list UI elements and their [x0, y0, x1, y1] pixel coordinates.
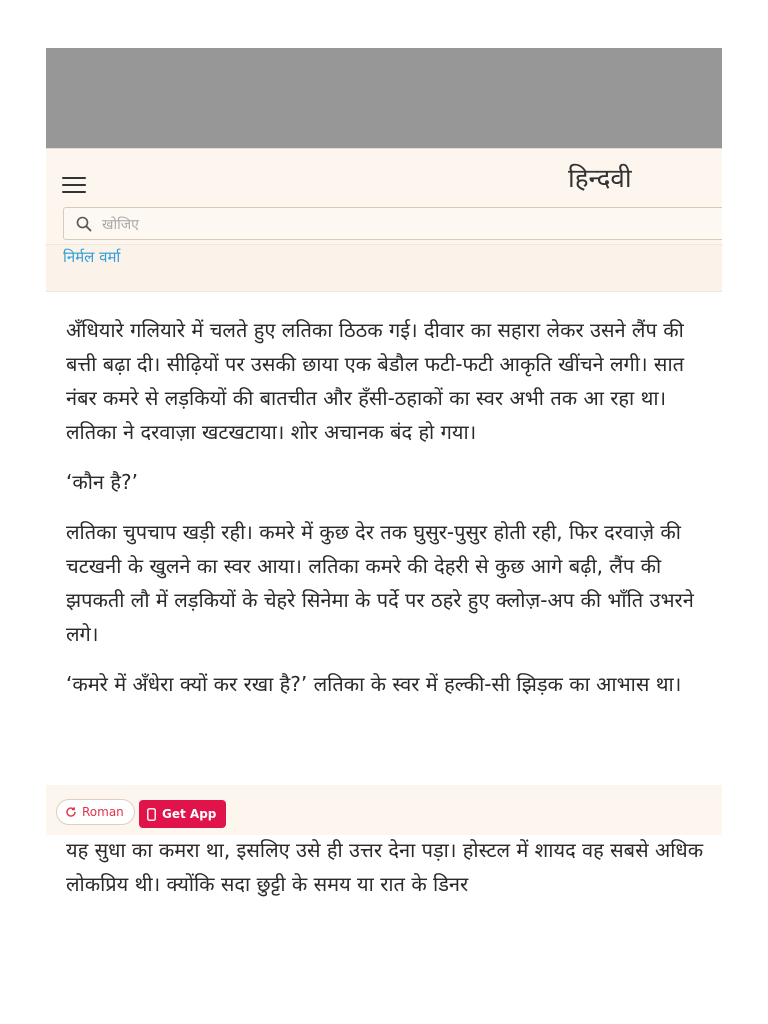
app-frame — [46, 48, 722, 1024]
search-placeholder: खोजिए — [102, 217, 139, 233]
roman-toggle-button[interactable] — [56, 799, 135, 825]
search-input[interactable] — [63, 207, 722, 240]
phone-icon — [147, 808, 156, 821]
get-app-button[interactable] — [139, 800, 226, 828]
search-icon — [76, 216, 92, 232]
get-app-label: Get App — [162, 807, 217, 821]
author-link[interactable]: निर्मल वर्मा — [63, 248, 121, 266]
story-paragraph: लतिका चुपचाप खड़ी रही। कमरे में कुछ देर तक घुसुर-पुसुर होती रही, फिर दरवाज़े की चटखनी के खुलने का स्वर आया। लतिका कमरे की देहरी से कुछ आगे बढ़ी, लैंप की झपकती लौ में लड़कियों के चेहरे सिनेमा के पर्दे पर ठहरे हुए क्लोज़-अप की भाँति उभरने लगे। — [66, 520, 694, 646]
story-content — [66, 313, 706, 717]
hamburger-menu-icon[interactable] — [62, 177, 86, 193]
story-paragraph: अँधियारे गलियारे में चलते हुए लतिका ठिठक गई। दीवार का सहारा लेकर उसने लैंप की बत्ती बढ़ा दी। सीढ़ियों पर उसकी छाया एक बेडौल फटी-फटी आकृति खींचने लगी। सात नंबर कमरे से लड़कियों की बातचीत और हँसी-ठहाकों का स्वर अभी तक आ रहा था। लतिका ने दरवाज़ा खटखटाया। शोर अचानक बंद हो गया। — [66, 318, 685, 444]
story-continued: यह सुधा का कमरा था, इसलिए उसे ही उत्तर देना पड़ा। होस्टल में शायद वह सबसे अधिक लोकप्रिय थी। क्योंकि सदा छुट्टी के समय या रात के डिनर — [66, 838, 704, 896]
site-header — [46, 148, 722, 290]
author-band — [46, 244, 722, 292]
roman-label: Roman — [82, 805, 124, 819]
site-logo[interactable]: हिन्दवी — [568, 164, 632, 194]
story-paragraph: ‘कमरे में अँधेरा क्यों कर रखा है?’ लतिका के स्वर में हल्की-सी झिड़क का आभास था। — [66, 672, 682, 696]
bottom-action-bar — [46, 785, 722, 835]
top-banner — [46, 48, 722, 148]
story-paragraph: ‘कौन है?’ — [66, 470, 138, 494]
refresh-icon — [65, 806, 77, 818]
